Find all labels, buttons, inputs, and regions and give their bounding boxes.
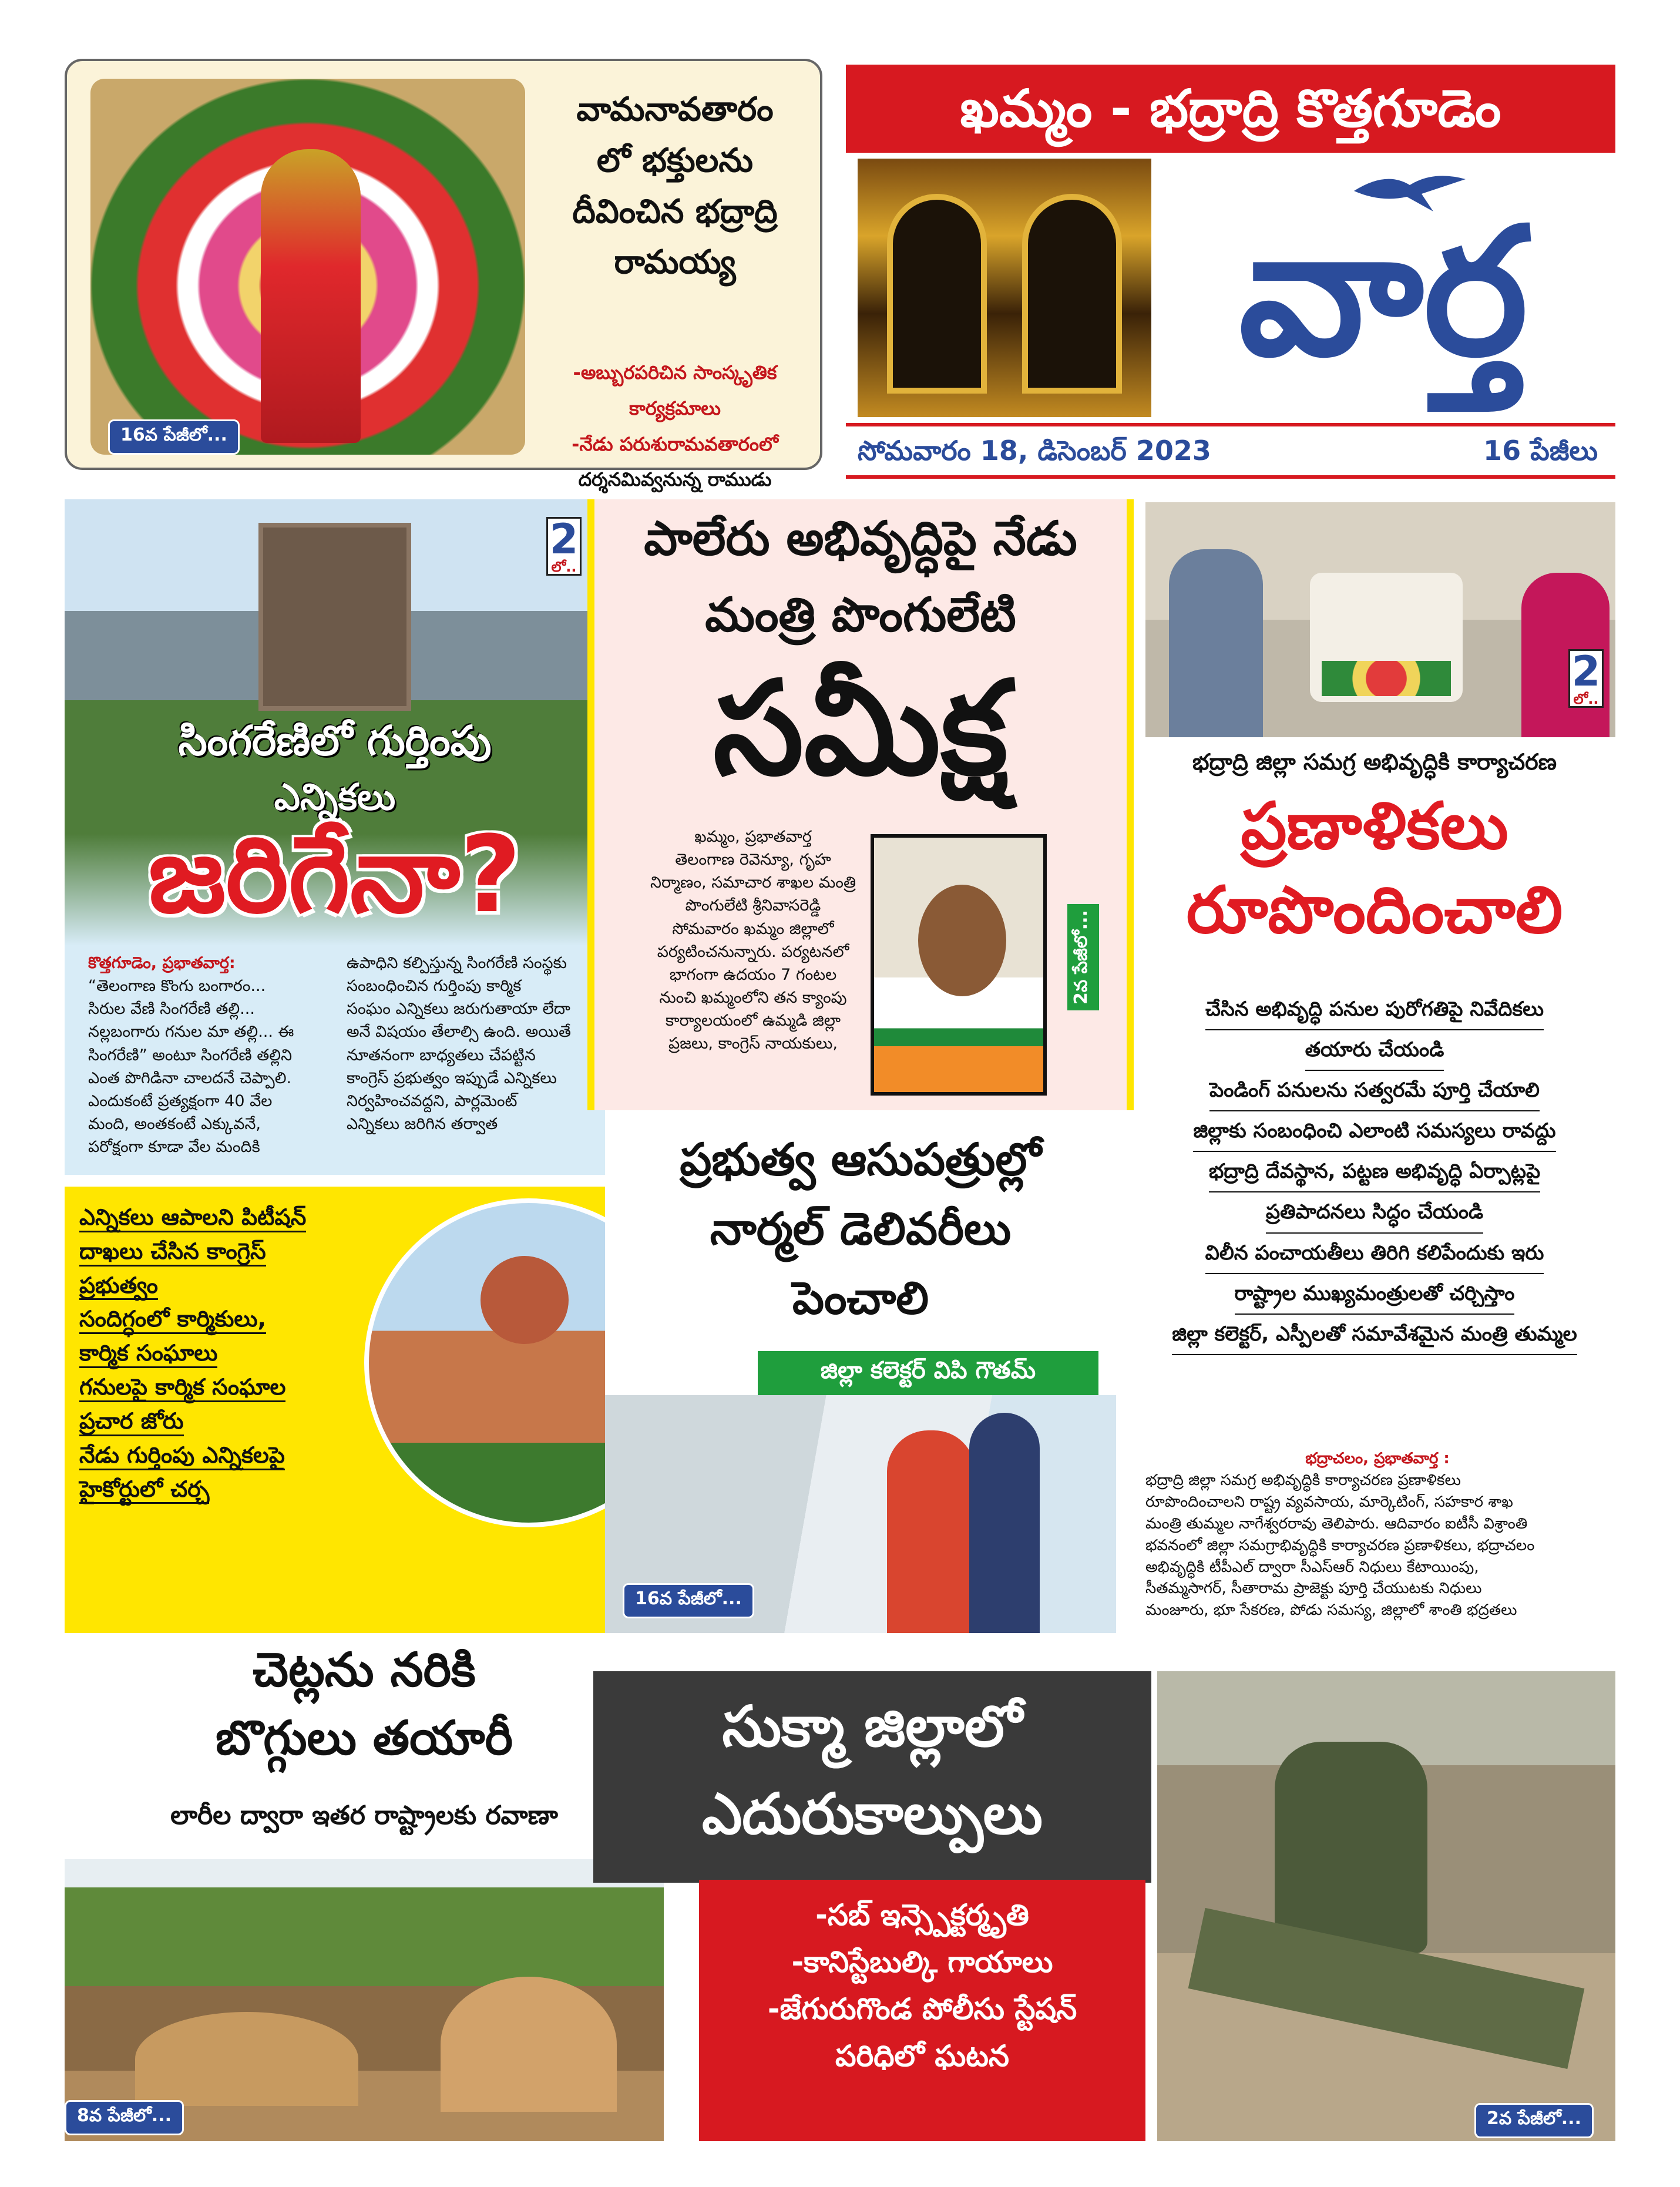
planning-headline-line-2: రూపొందించాలి [1186,872,1563,948]
singareni-building [258,523,411,711]
sameeksha-body-line: ప్రజలు, కాంగ్రెస్ నాయకులు, [668,1034,838,1053]
planning-story[interactable] [1134,502,1615,1633]
planning-point: ప్రతిపాదనలు సిద్ధం చేయండి [1266,1192,1483,1233]
singareni-col1-line: నల్లబంగారు గనుల మా తల్లి... ఈ [88,1023,294,1042]
sukma-point-2: -కానిస్టేబుల్కి గాయాలు [791,1945,1053,1979]
singareni-col1-line: ఎందుకంటే ప్రత్యక్షంగా 40 వేల [88,1091,273,1110]
charcoal-headline [65,1636,664,1772]
highcourt-bullet-4b: హైకోర్టులో చర్చ [79,1476,209,1504]
sameeksha-story[interactable] [587,499,1134,1110]
hospital-headline-line-3: పెంచాలి [792,1271,929,1324]
planning-headline-line-1: ప్రణాళికలు [1241,788,1508,864]
hospital-person-red [887,1430,975,1633]
sameeksha-body-line: నుంచి ఖమ్మంలోని తన క్యాంపు [659,988,847,1007]
masthead-logo[interactable]: వార్త [1238,190,1528,395]
planning-point: జిల్లా కలెక్టర్, ఎస్పీలతో సమావేశమైన మంత్రి తుమ్మల [1172,1315,1577,1355]
planning-point: చేసిన అభివృద్ధి పనుల పురోగతిపై నివేదికలు [1205,990,1544,1030]
planning-body-line: భద్రాద్రి జిల్లా సమగ్ర అభివృద్ధికి కార్యాచరణ ప్రణాళికలు [1145,1471,1461,1489]
highcourt-panel [65,1187,605,1633]
log-pile-right [441,1977,617,2112]
sukma-point-4: పరిధిలో ఘటన [835,2039,1009,2073]
singareni-col2-line: సంబంధించిన గుర్తింపు కార్మిక [347,977,522,996]
temple-arch-left [887,194,987,394]
highcourt-bullet-1c: ప్రభుత్వం [79,1272,158,1301]
teaser-sub-2: -నేడు పరుశురామవతారంలో [572,432,778,455]
singareni-kicker-2: ఎన్నికలు [274,775,396,818]
planning-body-line: మంత్రి తుమ్మల నాగేశ్వరరావు తెలిపారు. ఆదివారం ఐటీసీ విశ్రాంతి [1145,1514,1528,1533]
highcourt-bullet-1a: ఎన్నికలు ఆపాలని పిటీషన్ [79,1204,306,1232]
teaser-photo-deity [90,79,525,455]
sameeksha-body-line: కార్యాలయంలో ఉమ్మడి జిల్లా [665,1012,841,1030]
minister-portrait [871,834,1047,1096]
charcoal-page-ref[interactable]: 8వ పేజీలో... [65,2100,184,2135]
teaser-headline-line-3: దీవించిన భద్రాద్రి [572,192,778,231]
planning-point: రాష్ట్రాల ముఖ్యమంత్రులతో చర్చిస్తాం [1235,1274,1515,1315]
masthead [846,65,1615,479]
singareni-badge-num: 2 [549,515,579,563]
hospital-headline [605,1125,1116,1332]
singareni-col2-line: సంఘం ఎన్నికలు జరుగుతాయా లేదా [347,1000,570,1019]
singareni-col1-line: సిరుల వేణి సింగరేణి తల్లి... [88,1000,255,1019]
planning-body-line: సీతమ్మసాగర్, సీతారామ ప్రాజెక్టు పూర్తి చేయుటకు నిధులు [1145,1580,1482,1598]
sameeksha-body-line: పర్యటించనున్నారు. పర్యటనలో [657,942,849,961]
singareni-col-1 [88,952,335,1158]
singareni-col1-line: “తెలంగాణ కొంగు బంగారం... [88,977,266,996]
sukma-story[interactable] [593,1671,1615,2141]
charcoal-story[interactable] [65,1636,664,2141]
sameeksha-body-line: సోమవారం ఖమ్మం జిల్లాలో [672,919,834,938]
hospital-page-ref[interactable]: 16వ పేజీలో... [623,1583,754,1618]
temple-arch-right [1022,194,1122,394]
sukma-page-ref[interactable]: 2వ పేజీలో... [1474,2103,1594,2138]
sameeksha-page-ref[interactable]: 2వ పేజీలో... [1067,904,1099,1010]
soldier-figure [1275,1742,1427,1953]
teaser-subs [531,355,819,498]
teaser-box[interactable] [65,59,822,491]
sukma-photo [1157,1671,1615,2141]
hospital-headline-line-2: నార్మల్ డెలివరీలు [710,1202,1012,1255]
deity-figure [261,149,361,443]
singareni-dateline: కొత్తగూడెం, ప్రభాతవార్త: [88,954,236,972]
singareni-col2-line: ఉపాధిని కల్పిస్తున్న సింగరేణి సంస్థకు [347,954,567,972]
edition-banner: ఖమ్మం - భద్రాద్రి కొత్తగూడెం [846,65,1615,153]
charcoal-photo [65,1859,664,2141]
planning-badge-num: 2 [1571,647,1601,696]
singareni-col1-line: ఎంత పొగిడినా చాలదనే చెప్పాలి. [88,1069,292,1087]
charcoal-headline-line-1: చెట్లను నరికి [253,1642,476,1697]
sameeksha-body-line: ఖమ్మం, ప్రభాతవార్త [694,828,812,846]
sameeksha-line-1: పాలేరు అభివృద్ధిపై నేడు [644,511,1077,566]
planning-point: భద్రాద్రి దేవస్థాన, పట్టణ అభివృద్ధి ఏర్పాట్లపై [1209,1152,1540,1192]
hospital-headline-line-1: ప్రభుత్వ ఆసుపత్రుల్లో [680,1133,1041,1185]
sameeksha-body [624,825,882,1055]
singareni-col1-line: సింగరేణి” అంటూ సింగరేణి తల్లిని [88,1046,293,1064]
singareni-col1-line: మంది, అంతకంటే ఎక్కువనే, [88,1114,261,1133]
highcourt-bullet-2b: కార్మిక సంఘాలు [79,1340,217,1368]
teaser-page-ref[interactable]: 16వ పేజీలో... [108,419,240,455]
highcourt-bullet-4a: నేడు గుర్తింపు ఎన్నికలపై [79,1442,285,1470]
planning-point: పెండింగ్ పనులను సత్వరమే పూర్తి చేయాలి [1209,1071,1540,1111]
log-pile-left [135,2012,358,2106]
planning-dateline: భద్రాచలం, ప్రభాతవార్త : [1305,1450,1450,1467]
singareni-kicker: సింగరేణిలో గుర్తింపు [178,717,492,765]
sukma-headline-line-2: ఎదురుకాల్పులు [702,1780,1043,1847]
highcourt-bullets [79,1204,385,1510]
date-bar [846,423,1615,479]
planning-point: జిల్లాకు సంబంధించి ఎలాంటి సమస్యలు రావద్దు [1193,1111,1555,1152]
planning-body [1145,1448,1610,1621]
sukma-points [699,1880,1145,2141]
singareni-col2-line: నూతనంగా బాధ్యతలు చేపట్టిన [347,1046,536,1064]
planning-kicker: భద్రాద్రి జిల్లా సమగ్ర అభివృద్ధికి కార్యాచరణ [1192,749,1557,775]
singareni-col2-line: నిర్వహించవద్దని, పార్లమెంట్ [347,1091,518,1110]
sameeksha-line-2: మంత్రి పొంగులేటి [705,587,1016,642]
planning-body-line: రూపొందించాలని రాష్ట్ర వ్యవసాయ, మార్కెటింగ్, సహకార శాఖ [1145,1493,1513,1511]
highcourt-bullet-1b: దాఖలు చేసిన కాంగ్రెస్ [79,1238,266,1266]
teaser-headline-line-4: రామయ్య [614,243,736,282]
hospital-story[interactable] [605,1113,1116,1633]
sameeksha-body-line: పొంగులేటి శ్రీనివాసరెడ్డి [685,896,821,915]
sameeksha-body-line: భాగంగా ఉదయం 7 గంటల [669,965,837,984]
sukma-point-3: -జేగురుగొండ పోలీసు స్టేషన్ [767,1992,1077,2026]
singareni-col2-line: ఎన్నికలు జరిగిన తర్వాత [347,1114,498,1133]
teaser-headline [531,85,819,288]
masthead-temple-photo [858,159,1151,417]
singareni-badge-text: లో.. [551,559,577,575]
planning-body-line: అభివృద్ధికి టీపీఎల్ ద్వారా సీఎస్ఆర్ నిధులు కేటాయింపు, [1145,1558,1479,1576]
highcourt-bullet-3b: ప్రచార జోరు [79,1408,184,1436]
singareni-col-2 [347,952,593,1136]
planning-headline [1134,784,1615,952]
planning-point: తయారు చేయండి [1305,1030,1444,1071]
sukma-headline [593,1671,1151,1883]
sameeksha-headline: సమీక్ష [713,653,1009,804]
planning-body-line: మంజూరు, భూ సేకరణ, పోడు సమస్య, జిల్లాలో శాంతి భద్రతలు [1145,1601,1517,1620]
highcourt-dome [481,1256,569,1344]
minister-face [918,885,1006,996]
teaser-headline-line-2: లో భక్తులను [596,141,754,180]
planning-page-badge[interactable] [1568,649,1604,708]
sameeksha-body-line: తెలంగాణ రెవెన్యూ, గృహ [675,851,831,869]
sukma-headline-line-1: సుక్మా జిల్లాలో [722,1694,1023,1759]
sameeksha-body-line: నిర్మాణం, సమాచార శాఖల మంత్రి [650,874,856,892]
teaser-sub-3: దర్శనమివ్వనున్న రాముడు [578,468,772,491]
hospital-person-blue [969,1413,1040,1633]
planning-body-line: భవనంలో జిల్లా సమగ్రాభివృద్ధికి కార్యాచరణ ప్రణాళికలు, భద్రాచలం [1145,1536,1535,1554]
issue-date: సోమవారం 18, డిసెంబర్ 2023 [858,435,1211,466]
planning-point: విలీన పంచాయతీలు తిరిగి కలిపేందుకు ఇరు [1205,1234,1544,1274]
singareni-page-badge[interactable] [546,517,582,576]
meeting-person-left [1169,549,1263,737]
highcourt-bullet-3a: గనులపై కార్మిక సంఘాల [79,1374,285,1402]
sukma-point-1: -సబ్ ఇన్స్పెక్టర్మృతి [815,1898,1029,1932]
teaser-headline-line-1: వామనావతారం [576,90,774,129]
teaser-sub-1: -అబ్బురపరిచిన సాంస్కృతిక కార్యక్రమాలు [573,361,777,419]
highcourt-bullet-2a: సందిగ్ధంలో కార్మికులు, [79,1306,266,1334]
singareni-headline: జరిగేనా? [148,814,522,936]
hospital-tag: జిల్లా కలెక్టర్ విపి గౌతమ్ [758,1351,1098,1396]
page-count: 16 పేజీలు [1483,435,1598,466]
singareni-col2-line: కాంగ్రెస్ ప్రభుత్వం ఇప్పుడే ఎన్నికలు [347,1069,557,1087]
meeting-photo [1145,502,1615,737]
planning-badge-text: లో.. [1573,691,1599,707]
charcoal-headline-line-2: బొగ్గులు తయారీ [215,1711,513,1765]
planning-points [1134,990,1615,1355]
meeting-flowers [1322,661,1451,696]
charcoal-sub: లారీల ద్వారా ఇతర రాష్ట్రాలకు రవాణా [170,1800,558,1830]
singareni-col1-line: పరోక్షంగా కూడా వేల మందికి [88,1138,260,1157]
singareni-col2-line: అనే విషయం తేలాల్సి ఉంది. అయితే [347,1023,571,1042]
singareni-story[interactable] [65,499,605,1175]
